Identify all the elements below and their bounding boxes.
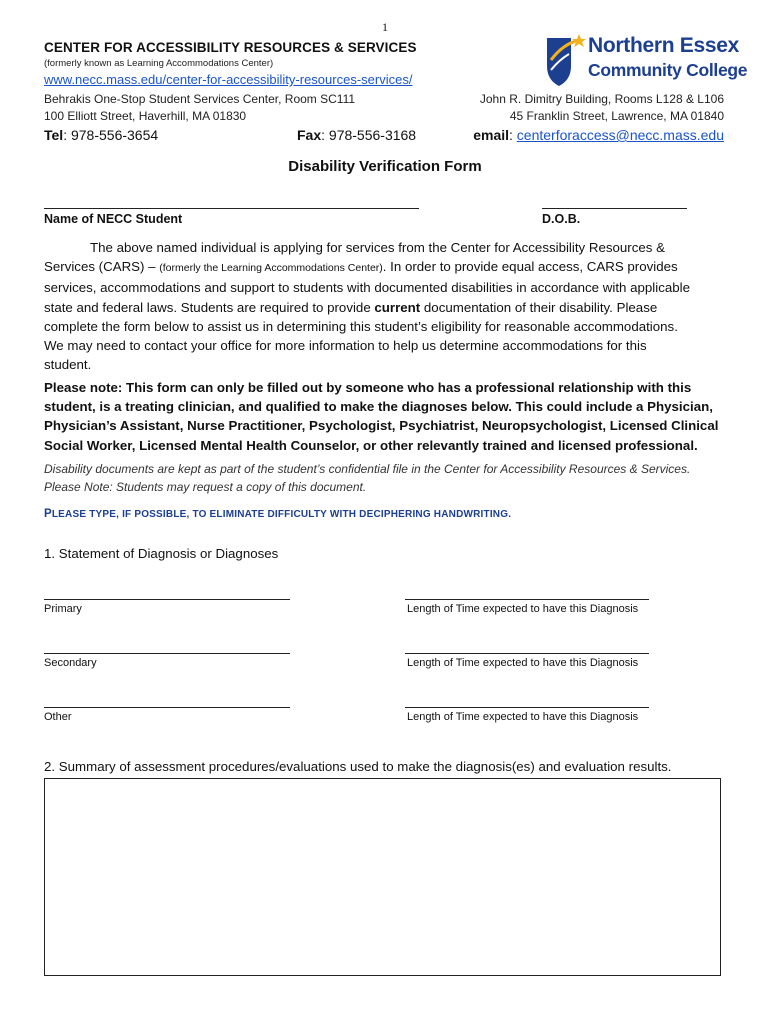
email-label: email xyxy=(473,127,510,143)
secondary-diagnosis-label: Secondary xyxy=(44,657,97,669)
secondary-length-line[interactable] xyxy=(405,653,649,654)
dob-label: D.O.B. xyxy=(542,212,581,226)
primary-length-line[interactable] xyxy=(405,599,649,600)
intro-line-4 xyxy=(44,298,726,317)
org-subtitle: (formerly known as Learning Accommodations Center) xyxy=(44,58,274,69)
secondary-diagnosis-line[interactable] xyxy=(44,653,290,654)
intro-paragraph xyxy=(44,238,726,374)
professional-note xyxy=(44,378,726,455)
form-title: Disability Verification Form xyxy=(288,158,482,175)
fax-value: : 978-556-3168 xyxy=(321,127,417,143)
intro-line-2c: . In order to provide equal access, CARS provides xyxy=(382,259,678,275)
org-website-link[interactable]: www.necc.mass.edu/center-for-accessibility-resources-services/ xyxy=(44,72,413,87)
telephone xyxy=(44,127,158,143)
fax xyxy=(297,127,416,143)
section-1-heading: 1. Statement of Diagnosis or Diagnoses xyxy=(44,546,279,561)
assessment-summary-textarea[interactable] xyxy=(44,778,721,976)
secondary-length-label: Length of Time expected to have this Diagnosis xyxy=(407,657,639,669)
intro-line-4a: state and federal laws. Students are required to provide xyxy=(44,299,375,315)
intro-line-3: services, accommodations and support to students with documented disabilities in accordance with applicable xyxy=(44,280,690,296)
right-address-line-2: 45 Franklin Street, Lawrence, MA 01840 xyxy=(509,109,724,123)
section-2-heading: 2. Summary of assessment procedures/evaluations used to make the diagnosis(es) and evaluation results. xyxy=(44,759,672,774)
please-type-initial: P xyxy=(44,508,52,520)
other-length-line[interactable] xyxy=(405,707,649,708)
primary-length-label: Length of Time expected to have this Diagnosis xyxy=(407,603,639,615)
email xyxy=(473,127,724,143)
note-line-3: Physician’s Assistant, Nurse Practitioner, Psychologist, Psychiatrist, Neuropsychologist, Licensed Clinical xyxy=(44,418,719,434)
please-type-notice xyxy=(44,508,511,520)
fax-label: Fax xyxy=(297,127,322,143)
note-line-2: student, is a treating clinician, and qualified to make the diagnoses below. This could include a Physician, xyxy=(44,399,713,415)
page-number: 1 xyxy=(382,20,388,34)
logo-text-line-1: Northern Essex xyxy=(588,34,740,57)
student-name-label: Name of NECC Student xyxy=(44,212,183,226)
confidential-note-1: Disability documents are kept as part of the student’s confidential file in the Center for Accessibility Resources & Services. xyxy=(44,462,691,476)
please-type-text: LEASE TYPE, IF POSSIBLE, TO ELIMINATE DIFFICULTY WITH DECIPHERING HANDWRITING. xyxy=(51,509,512,520)
intro-line-2b: (formerly the Learning Accommodations Center) xyxy=(159,262,383,275)
other-diagnosis-line[interactable] xyxy=(44,707,290,708)
student-name-line[interactable] xyxy=(44,208,419,209)
note-line-4: Social Worker, Licensed Mental Health Counselor, or other relevantly trained and licensed professional. xyxy=(44,437,698,453)
logo-text-line-2: Community College xyxy=(588,60,748,80)
email-link[interactable]: centerforaccess@necc.mass.edu xyxy=(516,127,724,143)
primary-diagnosis-label: Primary xyxy=(44,603,82,615)
dob-line[interactable] xyxy=(542,208,687,209)
intro-line-1: The above named individual is applying for services from the Center for Accessibility Resources & xyxy=(90,240,665,255)
email-separator: : xyxy=(509,127,517,143)
intro-line-6: We may need to contact your office for more information to help us determine accommodations for this xyxy=(44,338,647,354)
org-title: CENTER FOR ACCESSIBILITY RESOURCES & SERVICES xyxy=(44,40,417,55)
tel-value: : 978-556-3654 xyxy=(63,127,159,143)
confidential-note-2: Please Note: Students may request a copy of this document. xyxy=(44,480,367,494)
other-length-label: Length of Time expected to have this Diagnosis xyxy=(407,711,639,723)
intro-line-2 xyxy=(44,257,726,278)
intro-line-5: complete the form below to assist us in determining this student’s eligibility for reasonable accommodations. xyxy=(44,318,678,334)
intro-line-2a: Services (CARS) – xyxy=(44,259,160,275)
other-diagnosis-label: Other xyxy=(44,711,72,723)
right-address-line-1: John R. Dimitry Building, Rooms L128 & L106 xyxy=(479,92,724,106)
intro-line-7: student. xyxy=(44,357,92,373)
left-address-line-1: Behrakis One-Stop Student Services Center, Room SC111 xyxy=(44,92,356,106)
intro-current-emphasis: current xyxy=(374,299,421,315)
note-line-1: Please note: This form can only be filled out by someone who has a professional relationship with this xyxy=(44,380,692,395)
tel-label: Tel xyxy=(44,127,64,143)
primary-diagnosis-line[interactable] xyxy=(44,599,290,600)
left-address-line-2: 100 Elliott Street, Haverhill, MA 01830 xyxy=(44,109,247,123)
intro-line-4c: documentation of their disability. Please xyxy=(420,299,658,315)
college-logo-icon xyxy=(541,30,589,88)
